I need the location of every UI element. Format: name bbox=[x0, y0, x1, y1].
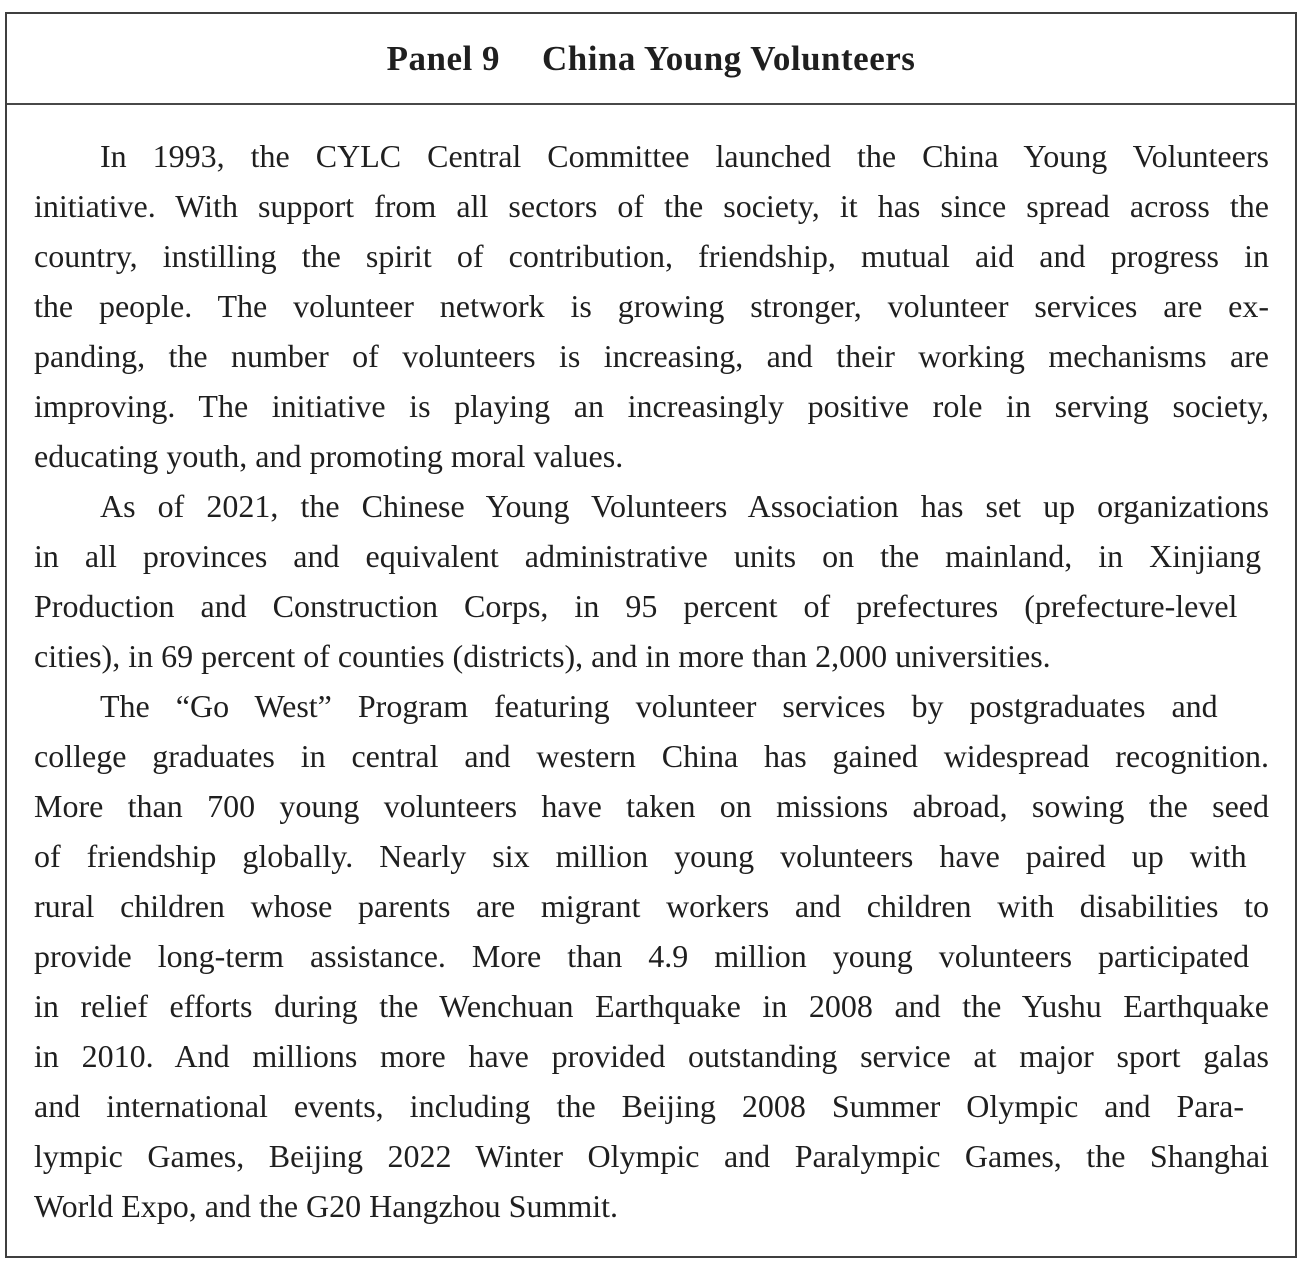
text-line-content: provide long-term assistance. More than 4.9 million young volunteers participated bbox=[34, 938, 1250, 974]
paragraph bbox=[34, 481, 1269, 681]
text-line-content: Production and Construction Corps, in 95 percent of prefectures (prefecture-level bbox=[34, 588, 1238, 624]
text-line-content: In 1993, the CYLC Central Committee launched the China Young Volunteers bbox=[100, 138, 1269, 174]
text-line-content: college graduates in central and western China has gained widespread recognition. bbox=[34, 738, 1269, 774]
text-line bbox=[34, 1081, 1269, 1131]
text-line bbox=[34, 981, 1269, 1031]
text-line-content: The “Go West” Program featuring volunteer services by postgraduates and bbox=[100, 688, 1218, 724]
panel-body bbox=[7, 105, 1295, 1231]
text-line-content: in all provinces and equivalent administrative units on the mainland, in Xinjiang bbox=[34, 538, 1262, 574]
text-line bbox=[34, 231, 1269, 281]
text-line-content: improving. The initiative is playing an increasingly positive role in serving society, bbox=[34, 388, 1269, 424]
text-line-content: As of 2021, the Chinese Young Volunteers Association has set up organizations bbox=[100, 488, 1269, 524]
text-line bbox=[34, 881, 1269, 931]
text-line-content: of friendship globally. Nearly six million young volunteers have paired up with bbox=[34, 838, 1247, 874]
text-line-content: initiative. With support from all sectors of the society, it has since spread across the bbox=[34, 188, 1269, 224]
text-line bbox=[34, 131, 1269, 181]
text-line bbox=[34, 1031, 1269, 1081]
text-line bbox=[34, 631, 1269, 681]
text-line bbox=[34, 931, 1269, 981]
text-line-content: cities), in 69 percent of counties (districts), and in more than 2,000 universities. bbox=[34, 638, 1051, 674]
panel-title-label: Panel 9 bbox=[386, 38, 500, 78]
text-line-content: the people. The volunteer network is growing stronger, volunteer services are ex- bbox=[34, 288, 1269, 324]
text-line-content: and international events, including the Beijing 2008 Summer Olympic and Para- bbox=[34, 1088, 1244, 1124]
text-line-content: country, instilling the spirit of contribution, friendship, mutual aid and progress in bbox=[34, 238, 1269, 274]
text-line-content: in relief efforts during the Wenchuan Earthquake in 2008 and the Yushu Earthquake bbox=[34, 988, 1269, 1024]
text-line bbox=[34, 531, 1269, 581]
text-line bbox=[34, 181, 1269, 231]
panel-title bbox=[387, 39, 916, 79]
text-line bbox=[34, 1181, 1269, 1231]
text-line-content: rural children whose parents are migrant workers and children with disabilities to bbox=[34, 888, 1269, 924]
text-line-content: More than 700 young volunteers have taken on missions abroad, sowing the seed bbox=[34, 788, 1269, 824]
text-line bbox=[34, 781, 1269, 831]
text-line bbox=[34, 281, 1269, 331]
text-line bbox=[34, 381, 1269, 431]
paragraph bbox=[34, 681, 1269, 1231]
text-line-content: in 2010. And millions more have provided outstanding service at major sport galas bbox=[34, 1038, 1269, 1074]
text-line bbox=[34, 1131, 1269, 1181]
panel-box bbox=[5, 12, 1297, 1258]
panel-header bbox=[7, 14, 1295, 105]
text-line bbox=[34, 431, 1269, 481]
text-line bbox=[34, 331, 1269, 381]
text-line-content: panding, the number of volunteers is increasing, and their working mechanisms are bbox=[34, 338, 1269, 374]
text-line bbox=[34, 831, 1269, 881]
text-line bbox=[34, 731, 1269, 781]
text-line bbox=[34, 681, 1269, 731]
text-line bbox=[34, 581, 1269, 631]
text-line-content: World Expo, and the G20 Hangzhou Summit. bbox=[34, 1188, 619, 1224]
text-line-content: lympic Games, Beijing 2022 Winter Olympic and Paralympic Games, the Shanghai bbox=[34, 1138, 1269, 1174]
panel-title-text: China Young Volunteers bbox=[541, 38, 916, 78]
paragraph bbox=[34, 131, 1269, 481]
text-line bbox=[34, 481, 1269, 531]
text-line-content: educating youth, and promoting moral values. bbox=[34, 438, 624, 474]
